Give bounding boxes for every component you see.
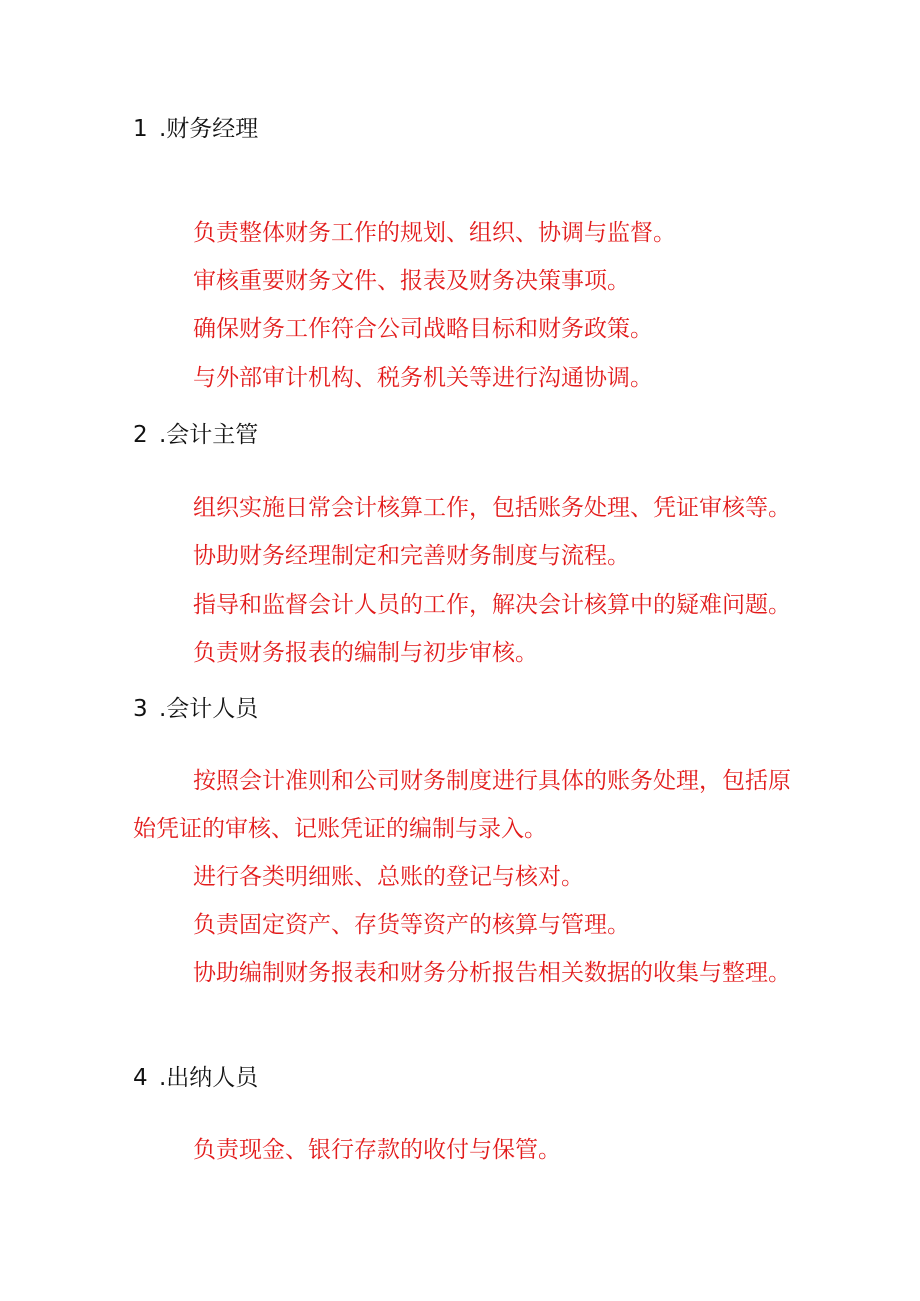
- section-2-item-1: 组织实施日常会计核算工作，包括账务处理、凭证审核等。: [193, 495, 791, 521]
- section-3-item-3: 负责固定资产、存货等资产的核算与管理。: [193, 912, 630, 938]
- section-title: .出纳人员: [159, 1065, 259, 1091]
- section-1-item-4: 与外部审计机构、税务机关等进行沟通协调。: [193, 365, 653, 391]
- section-heading-1: [133, 114, 258, 144]
- section-title: .会计主管: [159, 422, 259, 448]
- section-2-item-4: 负责财务报表的编制与初步审核。: [193, 640, 538, 666]
- section-title: .财务经理: [159, 116, 259, 142]
- section-number: 1: [133, 116, 148, 142]
- section-3-item-1: 按照会计准则和公司财务制度进行具体的账务处理，包括原始凭证的审核、记账凭证的编制与录入。: [133, 768, 791, 842]
- section-3-item-4: 协助编制财务报表和财务分析报告相关数据的收集与整理。: [193, 960, 791, 986]
- section-heading-2: [133, 420, 258, 450]
- section-3-item-2: 进行各类明细账、总账的登记与核对。: [193, 864, 584, 890]
- section-title: .会计人员: [159, 696, 259, 722]
- section-4-item-1: 负责现金、银行存款的收付与保管。: [193, 1137, 561, 1163]
- section-1-item-2: 审核重要财务文件、报表及财务决策事项。: [193, 268, 630, 294]
- section-heading-4: [133, 1063, 258, 1093]
- section-heading-3: [133, 694, 258, 724]
- section-number: 2: [133, 422, 148, 448]
- section-2-item-2: 协助财务经理制定和完善财务制度与流程。: [193, 543, 630, 569]
- section-2-item-3: 指导和监督会计人员的工作，解决会计核算中的疑难问题。: [193, 592, 791, 618]
- section-number: 3: [133, 696, 148, 722]
- section-number: 4: [133, 1065, 148, 1091]
- section-1-item-1: 负责整体财务工作的规划、组织、协调与监督。: [193, 220, 676, 246]
- section-1-item-3: 确保财务工作符合公司战略目标和财务政策。: [193, 316, 653, 342]
